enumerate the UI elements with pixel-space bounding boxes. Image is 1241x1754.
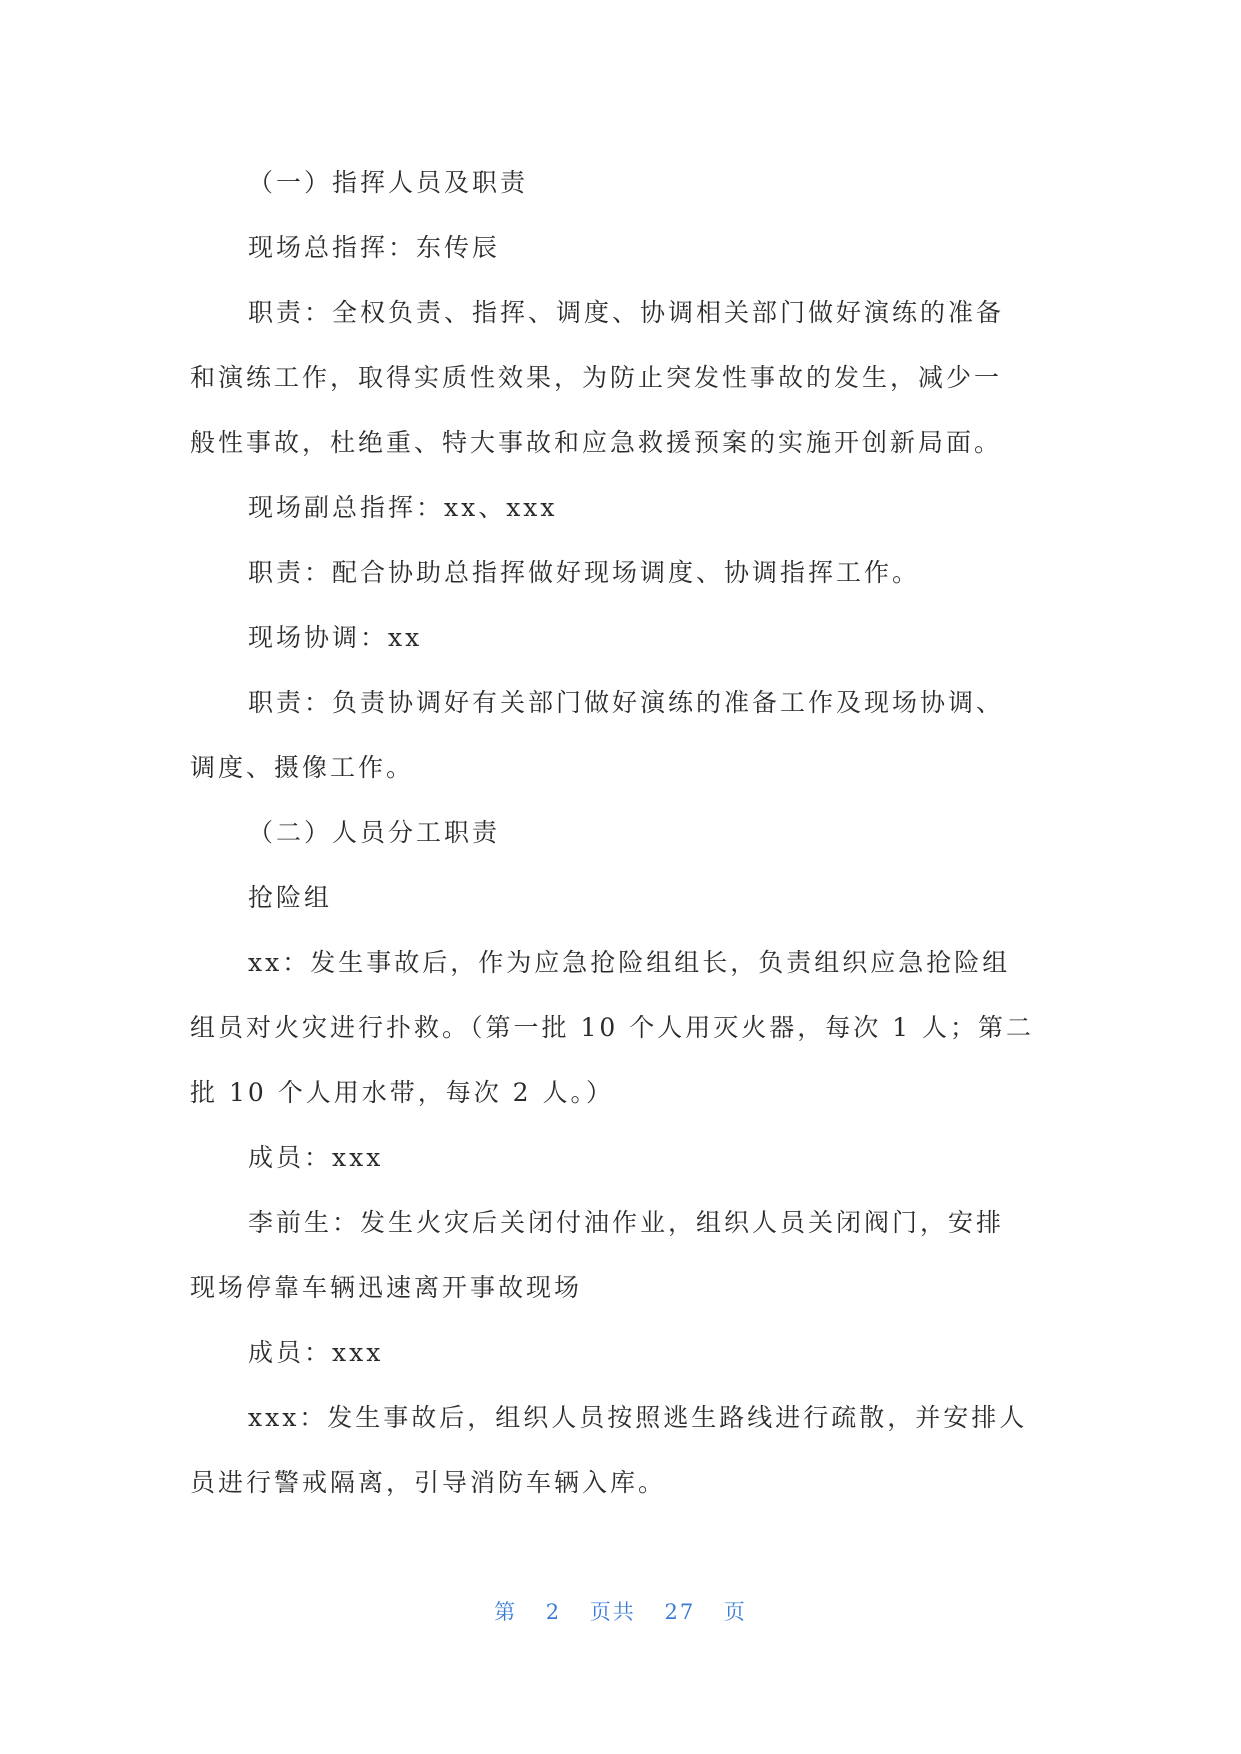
paragraph-line: 批 10 个人用水带，每次 2 人。） <box>190 1078 615 1107</box>
footer-prefix: 第 <box>494 1600 518 1624</box>
paragraph-line: 职责：负责协调好有关部门做好演练的准备工作及现场协调、 <box>248 688 1005 717</box>
section-heading-2: （二）人员分工职责 <box>248 818 501 847</box>
paragraph-line: xxx：发生事故后，组织人员按照逃生路线进行疏散，并安排人 <box>248 1403 1028 1432</box>
paragraph-line: 组员对火灾进行扑救。（第一批 10 个人用灭火器，每次 1 人；第二 <box>190 1013 1035 1042</box>
paragraph-line: 现场副总指挥：xx、xxx <box>248 493 558 522</box>
footer-middle: 页共 <box>589 1600 636 1624</box>
paragraph-line: 员进行警戒隔离，引导消防车辆入库。 <box>190 1468 667 1497</box>
page-footer <box>0 1596 1241 1626</box>
paragraph-line: 现场协调：xx <box>248 623 423 652</box>
paragraph-line: 现场停靠车辆迅速离开事故现场 <box>190 1273 583 1302</box>
paragraph-line: 抢险组 <box>248 883 333 912</box>
footer-suffix: 页 <box>723 1600 747 1624</box>
paragraph-line: 现场总指挥：东传辰 <box>248 233 501 262</box>
footer-total-pages: 27 <box>664 1600 696 1624</box>
paragraph-line: 职责：全权负责、指挥、调度、协调相关部门做好演练的准备 <box>248 298 1005 327</box>
section-heading-1: （一）指挥人员及职责 <box>248 168 529 197</box>
paragraph-line: 调度、摄像工作。 <box>190 753 415 782</box>
paragraph-line: 职责：配合协助总指挥做好现场调度、协调指挥工作。 <box>248 558 921 587</box>
paragraph-line: 成员：xxx <box>248 1338 384 1367</box>
paragraph-line: 般性事故，杜绝重、特大事故和应急救援预案的实施开创新局面。 <box>190 428 1003 457</box>
paragraph-line: 李前生：发生火灾后关闭付油作业，组织人员关闭阀门，安排 <box>248 1208 1005 1237</box>
paragraph-line: xx：发生事故后，作为应急抢险组组长，负责组织应急抢险组 <box>248 948 1011 977</box>
paragraph-line: 和演练工作，取得实质性效果，为防止突发性事故的发生，减少一 <box>190 363 1003 392</box>
footer-page-number: 2 <box>545 1600 562 1624</box>
document-body <box>190 150 1050 1515</box>
paragraph-line: 成员：xxx <box>248 1143 384 1172</box>
